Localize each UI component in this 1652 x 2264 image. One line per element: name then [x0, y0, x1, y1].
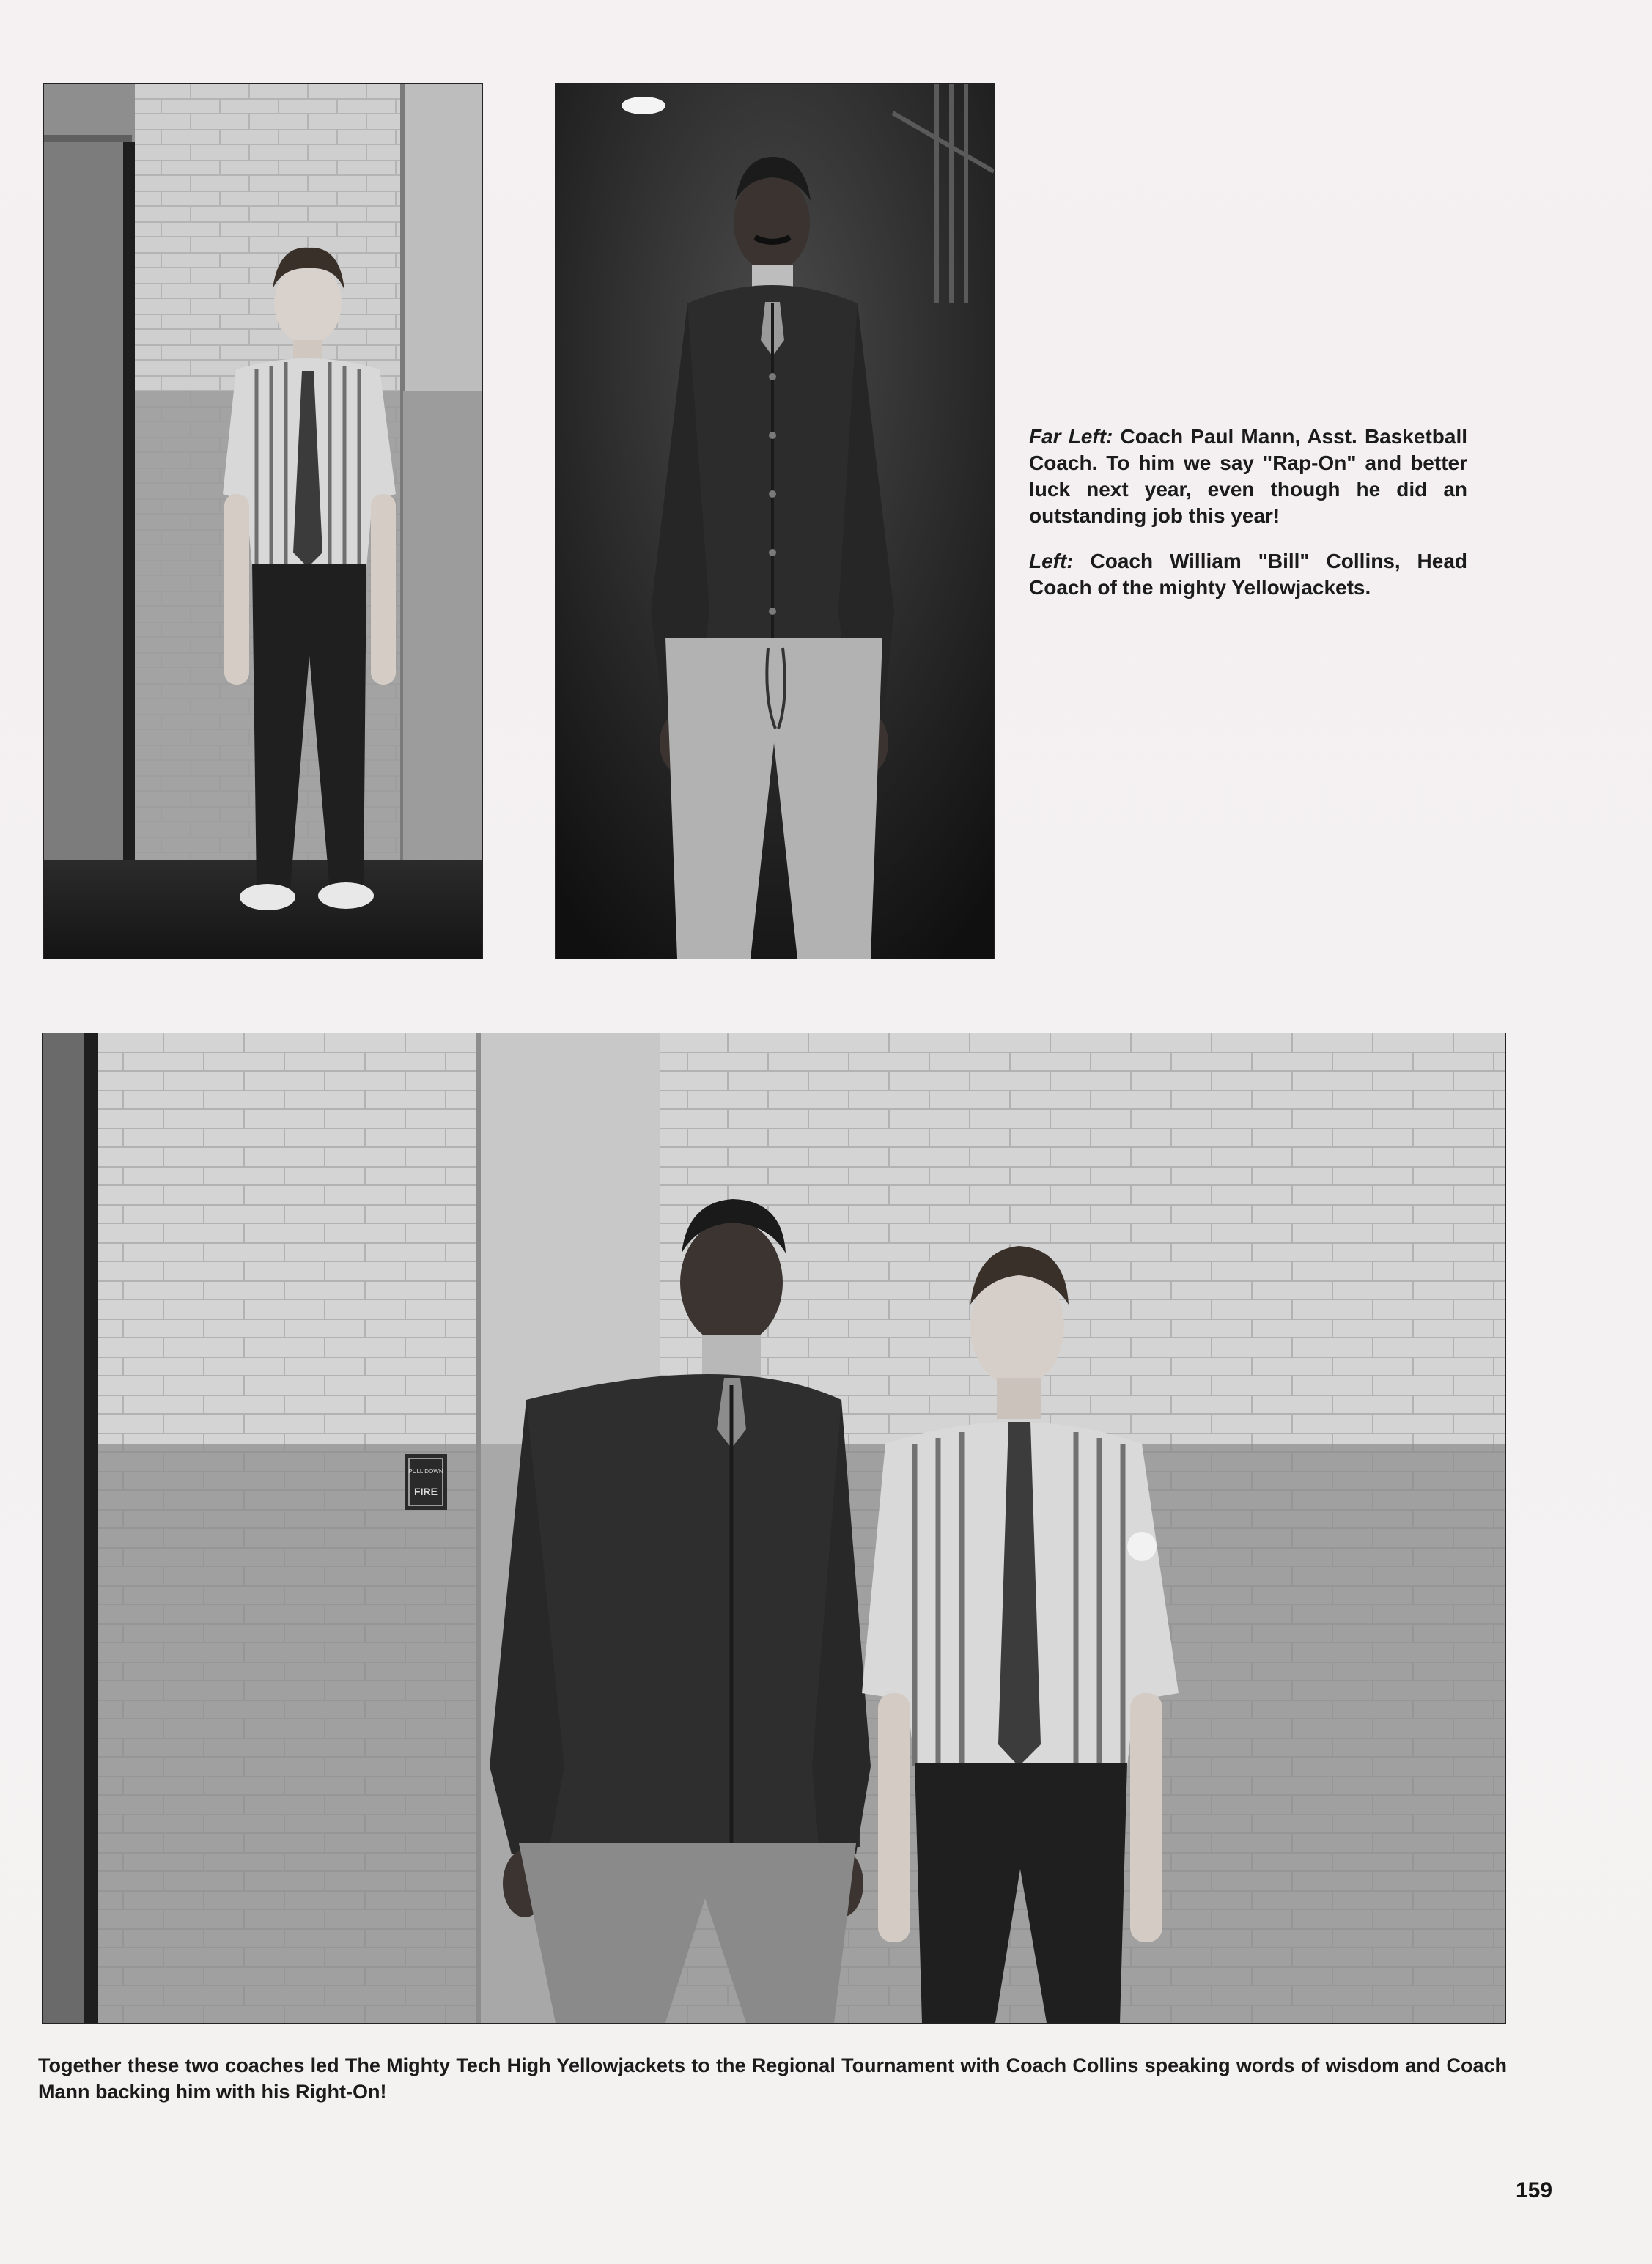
photo-coach-collins-image — [556, 84, 994, 959]
caption-left — [1029, 548, 1467, 601]
fire-alarm-sign-line1: PULL DOWN — [408, 1468, 443, 1475]
photo-coach-mann — [44, 84, 482, 959]
caption-left-label: Left: — [1029, 550, 1074, 572]
photo-coach-mann-image — [44, 84, 482, 959]
photo-both-coaches — [43, 1033, 1505, 2023]
photo-both-coaches-image — [43, 1033, 1505, 2023]
photo-captions — [1029, 424, 1467, 620]
bottom-caption: Together these two coaches led The Mighty Tech High Yellowjackets to the Regional Tournament with Coach Collins speaking words of wisdom and Coach Mann backing him with his Right-On! — [38, 2054, 1507, 2103]
fire-alarm-sign — [405, 1454, 447, 1510]
caption-left-text: Coach William "Bill" Collins, Head Coach of the mighty Yellowjackets. — [1029, 550, 1468, 599]
fire-alarm-sign-line2: FIRE — [414, 1486, 438, 1497]
caption-far-left-label: Far Left: — [1029, 425, 1113, 448]
photo-coach-collins — [556, 84, 994, 959]
page-number: 159 — [1516, 2178, 1553, 2202]
caption-far-left-text: Coach Paul Mann, Asst. Basketball Coach. To him we say "Rap-On" and better luck next year, even though he did an outstanding job this year! — [1029, 425, 1468, 527]
caption-far-left — [1029, 424, 1467, 529]
